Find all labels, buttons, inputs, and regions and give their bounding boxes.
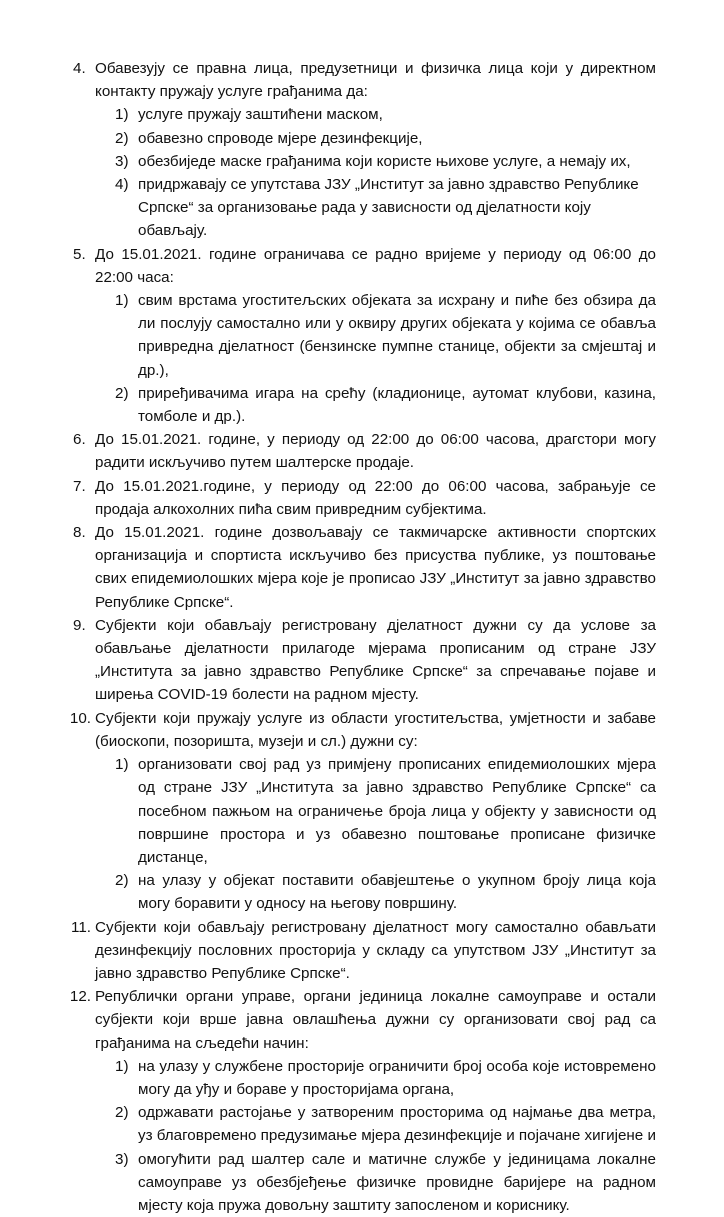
subitem-text: приређивачима игара на срећу (кладионице, аутомат клубови, казина, томболе и др.). — [138, 384, 656, 426]
list-item-4 — [0, 57, 724, 103]
subitem-text: одржавати растојање у затвореним просторима од најмање два метра, уз благовремено предузимање мјера дезинфекције и појачане хигијене и — [138, 1104, 656, 1145]
subitem-text: организовати свој рад уз примјену прописаних епидемиолошких мјера од стране ЈЗУ „Института за јавно здравство Републике Српске“ са посебном пажњом на ограничење броја лица у објекту у зависности од површине простора и уз обавезно поштовање прописане физичке дистанце, — [138, 756, 656, 866]
item-text: Субјекти који обављају регистровану дјелатност могу самостално обављати дезинфекцију пословних просторија у складу са упутством ЈЗУ „Институт за јавно здравство Републике Српске“. — [95, 918, 656, 982]
subitem-text: придржавају се упутстава ЈЗУ „Институт за јавно здравство Републике Српске“ за организовање рада у зависности од дјелатности коју обављају. — [138, 176, 639, 240]
subitem-number: 1) — [115, 1057, 129, 1075]
list-item-12 — [0, 985, 724, 1055]
list-item-5 — [0, 243, 724, 289]
subitem — [0, 382, 724, 428]
subitem-text: свим врстама угоститељских објеката за исхрану и пиће без обзира да ли послују самостално или у оквиру других објеката у којима се обавља привредна дјелатност (бензинске пумпне станице, објекти за смјештај и др.), — [138, 292, 656, 379]
subitem — [0, 1148, 724, 1217]
item-number: 12. — [69, 988, 91, 1006]
list-item-11 — [0, 916, 724, 986]
item-text: До 15.01.2021.године, у периоду од 22:00 до 06:00 часова, забрањује се продаја алкохолних пића свим привредним субјектима. — [95, 477, 656, 518]
item-text: Субјекти који пружају услуге из области угоститељства, умјетности и забаве (биоскопи, позоришта, музеји и сл.) дужни су: — [95, 709, 656, 750]
subitem-number: 4) — [115, 176, 129, 194]
subitem — [0, 869, 724, 915]
item-text: До 15.01.2021. године ограничава се радно вријеме у периоду од 06:00 до 22:00 часа: — [95, 245, 656, 286]
subitem — [0, 103, 724, 126]
item-text: До 15.01.2021. године дозвољавају се такмичарске активности спортских организација и спортиста искључиво без присуства публике, уз поштовање свих епидемиолошких мјера које је прописао ЈЗУ „Институт за јавно здравство Републике Српске“. — [95, 524, 656, 611]
item-number: 9. — [73, 616, 86, 634]
subitem-text: обавезно спроводе мјере дезинфекције, — [138, 129, 423, 147]
item-number: 8. — [73, 524, 86, 542]
item-number: 6. — [73, 431, 86, 449]
item-number: 7. — [73, 477, 86, 495]
item-number: 4. — [73, 60, 86, 77]
subitem — [0, 1101, 724, 1147]
subitem-number: 2) — [115, 872, 129, 890]
subitem-number: 3) — [115, 1150, 129, 1168]
list-item-10 — [0, 707, 724, 753]
item-text: Субјекти који обављају регистровану дјелатност дужни су да услове за обављање дјелатности прилагоде мјерама прописаним од стране ЈЗУ „Института за јавно здравство Републике Српске“ за спречавање појаве и ширења COVID-19 болести на радном мјесту. — [95, 616, 656, 704]
list-item-8 — [0, 521, 724, 614]
item-text: До 15.01.2021. године, у периоду од 22:00 до 06:00 часова, драгстори могу радити искључиво путем шалтерске продаје. — [95, 431, 656, 472]
subitem — [0, 173, 724, 243]
subitem-text: на улазу у објекат поставити обавјештење о укупном броју лица која могу боравити у односу на његову површину. — [138, 872, 656, 913]
subitem-number: 1) — [115, 756, 129, 774]
item-text: Обавезују се правна лица, предузетници и физичка лица који у директном контакту пружају услуге грађанима да: — [95, 60, 656, 101]
item-number: 5. — [73, 245, 86, 263]
item-text: Републички органи управе, органи јединица локалне самоуправе и остали субјекти који врше јавна овлашћења дужни су организовати свој рад са грађанима на сљедећи начин: — [95, 988, 656, 1052]
subitem — [0, 289, 724, 382]
subitem — [0, 150, 724, 173]
list-item-7 — [0, 475, 724, 521]
subitem-number: 2) — [115, 1104, 129, 1122]
subitem-number: 2) — [115, 384, 129, 402]
item-number: 10. — [69, 709, 91, 727]
subitem — [0, 753, 724, 869]
subitem-text: обезбиједе маске грађанима који користе њихове услуге, а немају их, — [138, 152, 631, 170]
subitem — [0, 1055, 724, 1101]
subitem-text: услуге пружају заштићени маском, — [138, 106, 383, 124]
subitem-text: на улазу у службене просторије ограничити број особа које истовремено могу да уђу и бораве у просторијама органа, — [138, 1057, 656, 1098]
subitem-number: 1) — [115, 106, 129, 124]
subitem — [0, 127, 724, 150]
subitem-number: 2) — [115, 129, 129, 147]
item-number: 11. — [71, 918, 91, 936]
subitem-number: 1) — [115, 292, 129, 310]
subitem-text: омогућити рад шалтер сале и матичне службе у јединицама локалне самоуправе уз обезбјеђење физичке провидне баријере на радном мјесту која пружа довољну заштиту запосленом и кориснику. — [138, 1150, 656, 1214]
list-item-9 — [0, 614, 724, 707]
list-item-6 — [0, 428, 724, 474]
subitem-number: 3) — [115, 152, 129, 170]
numbered-list — [0, 57, 724, 1217]
